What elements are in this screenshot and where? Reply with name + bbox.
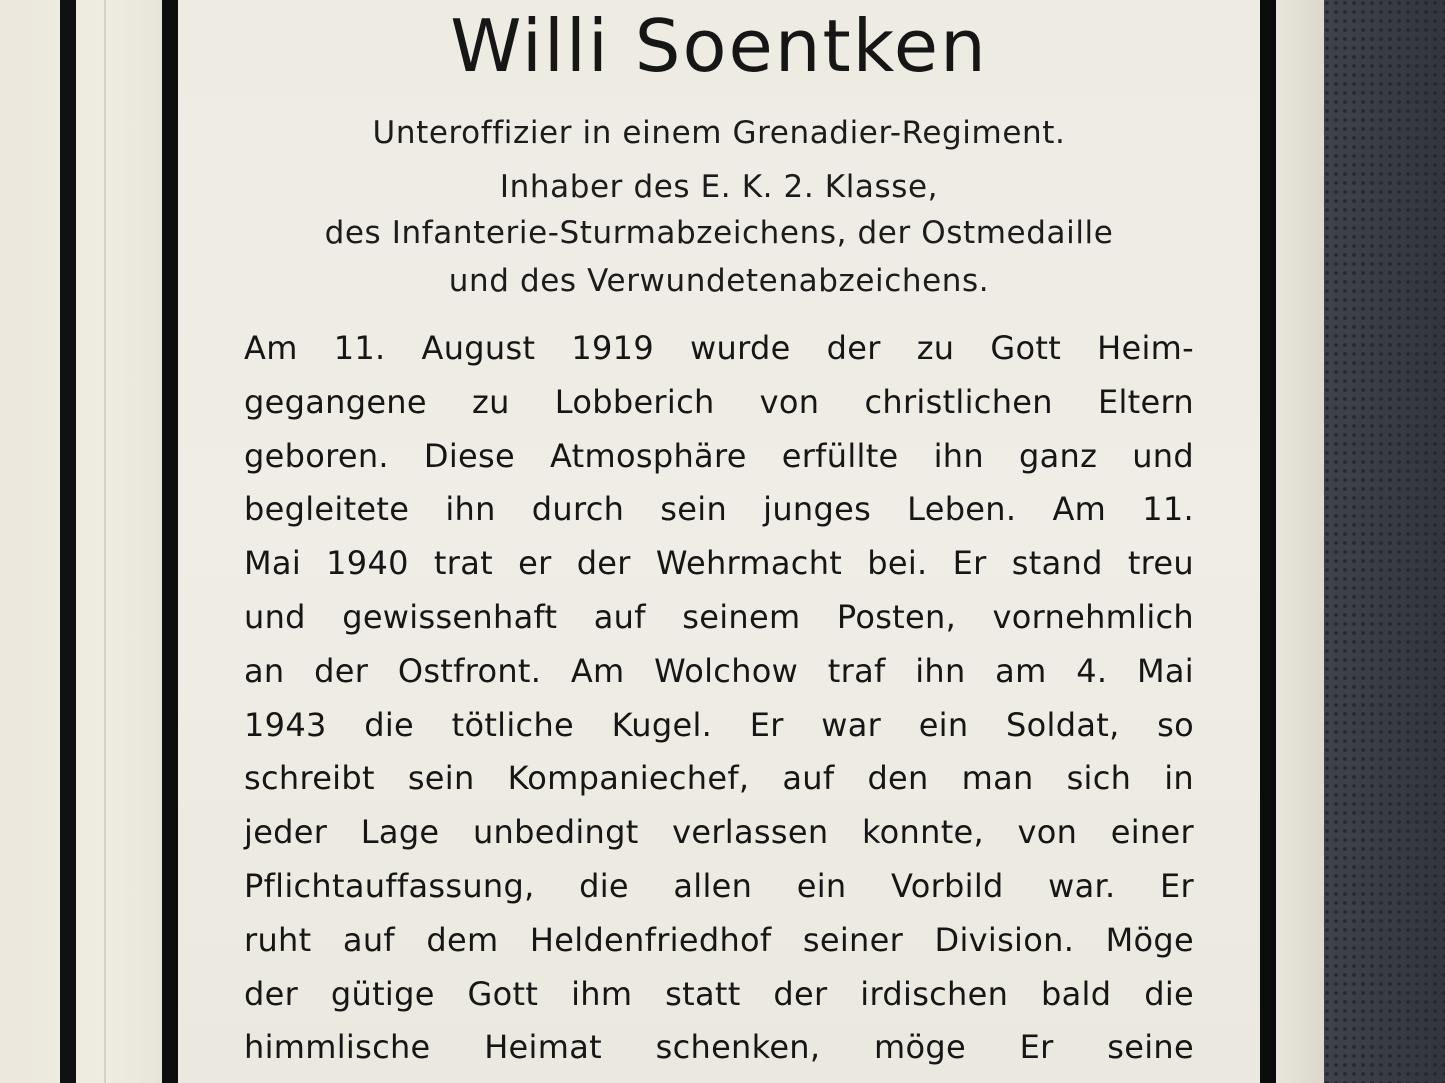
biography-line: 1943 die tötliche Kugel. Er war ein Soldat, so (244, 705, 1194, 744)
background-fabric (1324, 0, 1445, 1083)
biography-line: Mai 1940 trat er der Wehrmacht bei. Er stand treu (244, 544, 1194, 583)
rank-line: Unteroffizier in einem Grenadier-Regiment. (372, 115, 1066, 151)
biography-text (244, 322, 1194, 1075)
biography-line: jeder Lage unbedingt verlassen konnte, von einer (244, 813, 1194, 852)
biography-line: schreibt sein Kompaniechef, auf den man sich in (244, 759, 1194, 798)
mourning-border-outer (60, 0, 76, 1083)
decoration-line: und des Verwundetenabzeichens. (448, 263, 990, 299)
adjacent-page (0, 0, 175, 1083)
biography-line: und gewissenhaft auf seinem Posten, vornehmlich (244, 597, 1194, 636)
biography-line: begleitete ihn durch sein junges Leben. Am 11. (244, 490, 1194, 529)
decoration-line: Inhaber des E. K. 2. Klasse, (499, 169, 939, 205)
decoration-line: des Infanterie-Sturmabzeichens, der Ostmedaille (324, 215, 1114, 251)
card-margin (1276, 0, 1324, 1083)
biography-line: geboren. Diese Atmosphäre erfüllte ihn ganz und (244, 436, 1194, 475)
mourning-border-right (1260, 0, 1276, 1083)
biography-line: gegangene zu Lobberich von christlichen Eltern (244, 382, 1194, 421)
biography-line: Pflichtauffassung, die allen ein Vorbild war. Er (244, 866, 1194, 905)
page-fold (104, 0, 106, 1083)
mourning-border-left (162, 0, 178, 1083)
biography-line: der gütige Gott ihm statt der irdischen bald die (244, 974, 1194, 1013)
deceased-name: Willi Soentken (450, 4, 988, 88)
biography-line: himmlische Heimat schenken, möge Er seine (244, 1028, 1194, 1067)
biography-line: Am 11. August 1919 wurde der zu Gott Heim- (244, 329, 1194, 367)
biography-line: an der Ostfront. Am Wolchow traf ihn am 4. Mai (244, 651, 1194, 690)
biography-line: ruht auf dem Heldenfriedhof seiner Division. Möge (244, 920, 1194, 959)
